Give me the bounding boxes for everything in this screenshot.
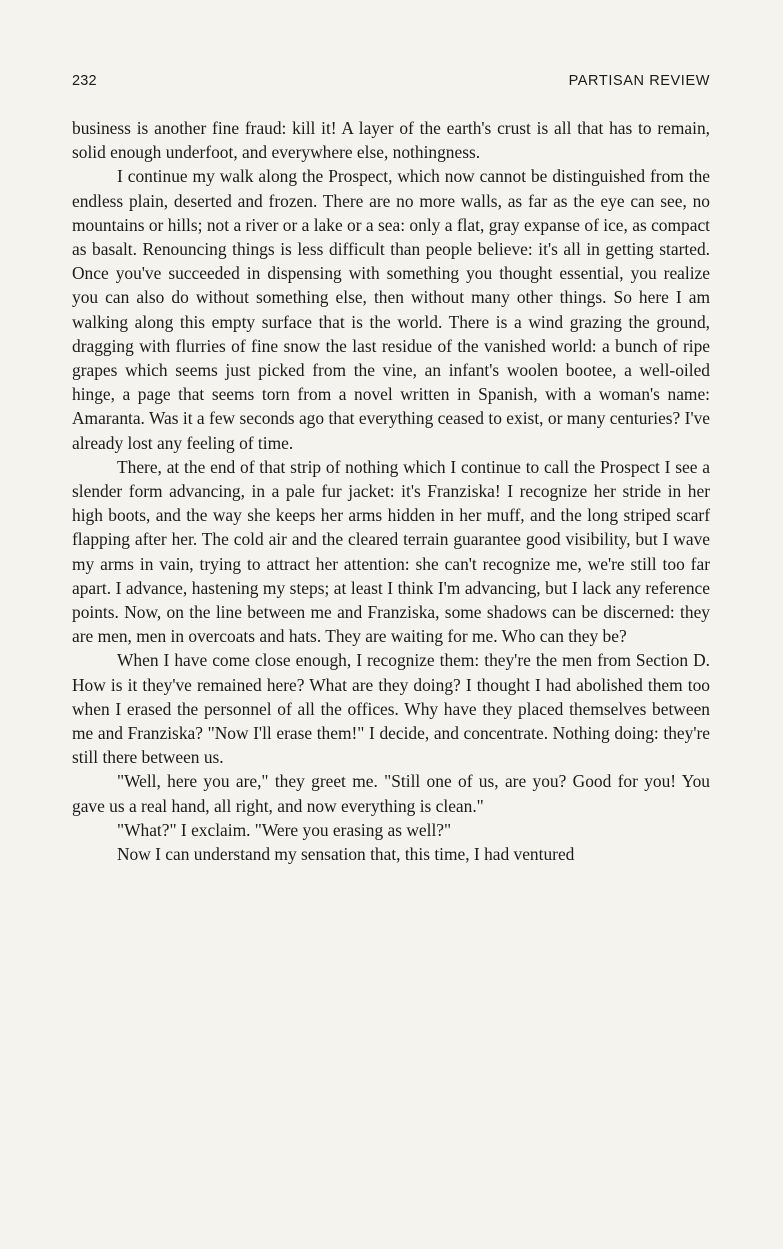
journal-title: PARTISAN REVIEW: [568, 73, 710, 89]
paragraph: business is another fine fraud: kill it! A layer of the earth's crust is all that has to remain, solid enough underfoot, and everywhere else, nothingness.: [72, 118, 710, 163]
paragraph: "Well, here you are," they greet me. "Still one of us, are you? Good for you! You gave us a real hand, all right, and now everything is clean.": [72, 771, 710, 816]
paragraph: There, at the end of that strip of nothing which I continue to call the Prospect I see a slender form advancing, in a pale fur jacket: it's Franziska! I recognize her stride in her high boots, and the way she keeps her arms hidden in her muff, and the long striped scarf flapping after her. The cold air and the cleared terrain guarantee good visibility, but I wave my arms in vain, trying to attract her attention: she can't recognize me, we're still too far apart. I advance, hastening my steps; at least I think I'm advancing, but I lack any reference points. Now, on the line between me and Franziska, some shadows can be discerned: they are men, men in overcoats and hats. They are waiting for me. Who can they be?: [72, 456, 710, 647]
page-number: 232: [72, 73, 97, 89]
paragraph: I continue my walk along the Prospect, which now cannot be distinguished from the endless plain, deserted and frozen. There are no more walls, as far as the eye can see, no mountains or hills; not a river or a lake or a sea: only a flat, gray expanse of ice, as compact as basalt. Renouncing things is less difficult than people believe: it's all in getting started. Once you've succeeded in dispensing with something you thought essential, you realize you can also do without something else, then without many other things. So here I am walking along this empty surface that is the world. There is a wind grazing the ground, dragging with flurries of fine snow the last residue of the vanished world: a bunch of ripe grapes which seems just picked from the vine, an infant's woolen bootee, a well-oiled hinge, a page that seems torn from a novel written in Spanish, with a woman's name: Amaranta. Was it a few seconds ago that everything ceased to exist, or many centuries? I've already lost any feeling of time.: [72, 166, 710, 453]
paragraph: Now I can understand my sensation that, this time, I had ventured: [117, 844, 575, 865]
paragraph: When I have come close enough, I recognize them: they're the men from Section D. How is it they've remained here? What are they doing? I thought I had abolished them too when I erased the personnel of all the offices. Why have they placed themselves between me and Franziska? "Now I'll erase them!" I decide, and concentrate. Nothing doing: they're still there between us.: [72, 650, 710, 768]
paragraph: "What?" I exclaim. "Were you erasing as well?": [117, 819, 452, 840]
running-head: [72, 73, 710, 91]
article-body: [72, 116, 710, 866]
